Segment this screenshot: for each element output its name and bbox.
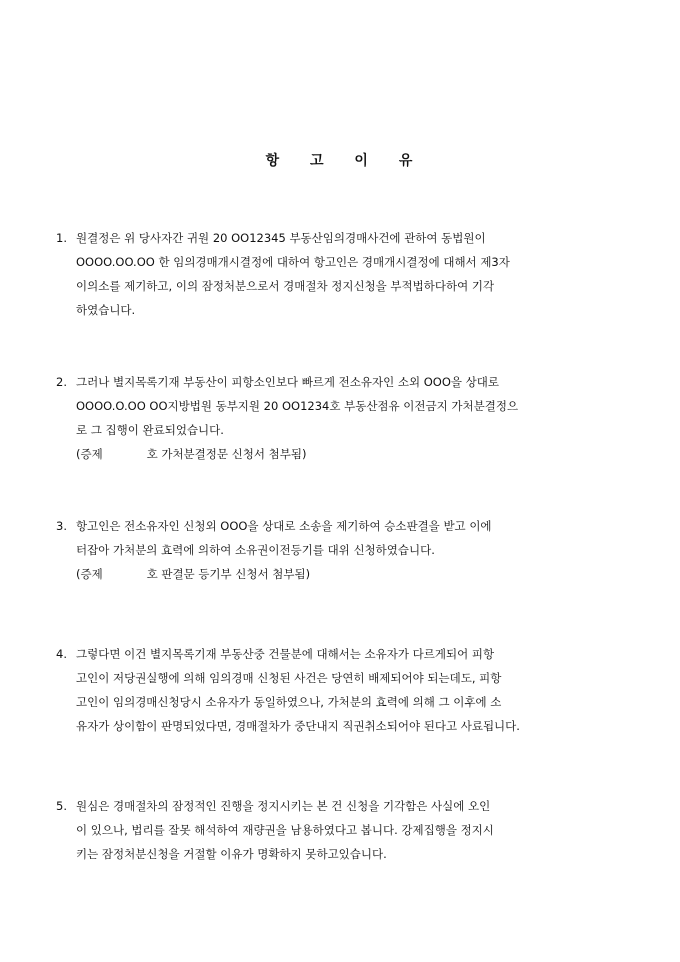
item-line: 이 있으나, 법리를 잘못 해석하여 재량권을 남용하였다고 봅니다. 강제집행을 정지시 xyxy=(76,823,494,837)
item-line: 항고인은 전소유자인 신청외 OOO을 상대로 소송을 제기하여 승소판결을 받고 이에 xyxy=(76,519,492,533)
item-line: 이의소를 제기하고, 이의 잠정처분으로서 경매절차 정지신청을 부적법하다하여 기각 xyxy=(76,279,495,293)
item-number: 3. xyxy=(56,519,67,533)
item-line: 키는 잠정처분신청을 거절할 이유가 명확하지 못하고있습니다. xyxy=(76,847,387,861)
item-line: 유자가 상이함이 판명되었다면, 경매절차가 중단내지 직권취소되어야 된다고 사료됩니다. xyxy=(76,719,520,733)
item-body xyxy=(76,370,624,466)
item-line: 하였습니다. xyxy=(76,303,136,317)
reason-item-1 xyxy=(56,226,624,322)
item-line: 고인이 저당권실행에 의해 임의경매 신청된 사건은 당연히 배제되어야 되는데도, 피항 xyxy=(76,671,502,685)
item-body xyxy=(76,226,624,322)
item-body xyxy=(76,642,624,738)
reason-item-5 xyxy=(56,794,624,866)
item-line: 그렇다면 이건 별지목록기재 부동산중 건물분에 대해서는 소유자가 다르게되어 피항 xyxy=(76,647,495,661)
reason-item-2 xyxy=(56,370,624,466)
item-line: OOOO.OO.OO 한 임의경매개시결정에 대하여 항고인은 경매개시결정에 대해서 제3자 xyxy=(76,255,510,269)
item-line: 터잡아 가처분의 효력에 의하여 소유권이전등기를 대위 신청하였습니다. xyxy=(76,543,435,557)
item-body xyxy=(76,794,624,866)
item-number: 1. xyxy=(56,231,67,245)
evidence-note: (증제 호 가처분결정문 신청서 첨부됨) xyxy=(76,447,307,461)
reason-item-4 xyxy=(56,642,624,738)
item-number: 2. xyxy=(56,375,67,389)
item-line: OOOO.O.OO OO지방법원 동부지원 20 OO1234호 부동산점유 이전금지 가처분결정으 xyxy=(76,399,519,413)
item-line: 고인이 임의경매신청당시 소유자가 동일하였으나, 가처분의 효력에 의해 그 이후에 소 xyxy=(76,695,502,709)
item-line: 원결정은 위 당사자간 귀원 20 OO12345 부동산임의경매사건에 관하여 동법원이 xyxy=(76,231,486,245)
evidence-note: (증제 호 판결문 등기부 신청서 첨부됨) xyxy=(76,567,311,581)
item-number: 5. xyxy=(56,799,67,813)
item-line: 로 그 집행이 완료되었습니다. xyxy=(76,423,224,437)
item-body xyxy=(76,514,624,586)
document-title: 항 고 이 유 xyxy=(265,153,415,169)
item-number: 4. xyxy=(56,647,67,661)
item-line: 그러나 별지목록기재 부동산이 피항소인보다 빠르게 전소유자인 소외 OOO을 상대로 xyxy=(76,375,499,389)
item-line: 원심은 경매절차의 잠정적인 진행을 정지시키는 본 건 신청을 기각함은 사실에 오인 xyxy=(76,799,491,813)
reason-item-3 xyxy=(56,514,624,586)
